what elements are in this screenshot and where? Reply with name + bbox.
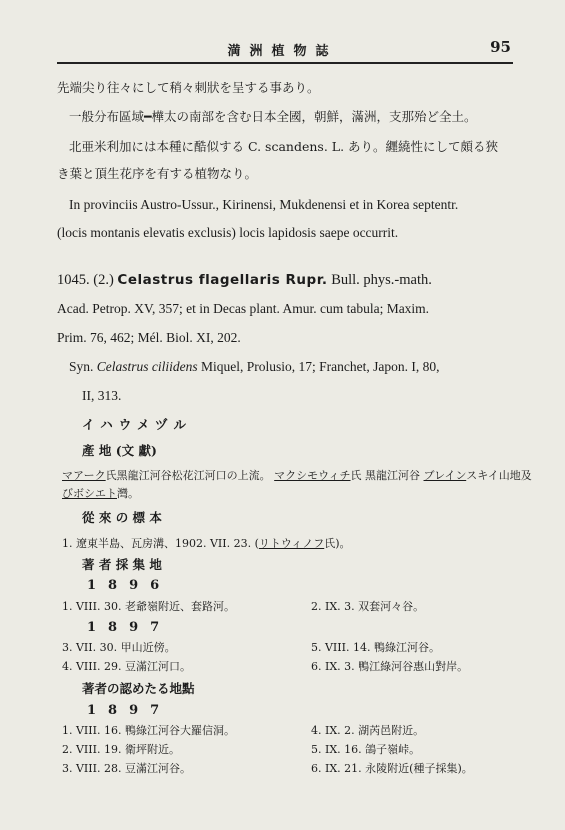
specimen-record: 1. 遼東半島、瓦房溝、1902. VII. 23. (: [62, 537, 259, 550]
latin-distribution-1: In provinciis Austro-Ussur., Kirinensi, Mukdenensi et in Korea septentr.: [69, 197, 459, 212]
species-name: Celastrus flagellaris Rupr.: [117, 272, 328, 288]
collected-heading: 著 者 採 集 地: [82, 557, 162, 572]
synonym-reference: Miquel, Prolusio, 17; Franchet, Japon. I, 80,: [201, 359, 440, 374]
confirmed-year: 1897: [87, 703, 172, 718]
synonym-prefix: Syn.: [69, 359, 94, 374]
collected-record: 5. VIII. 14. 鴨綠江河谷。: [311, 641, 440, 654]
synonym-reference-2: II, 313.: [82, 388, 122, 403]
confirmed-record: 5. IX. 16. 鴿子嶺峠。: [311, 743, 421, 756]
origin-text-1b: 氏 黑龍江河谷: [350, 469, 421, 482]
origin-text-2b: 灣。: [117, 487, 139, 500]
collected-year: 1896: [87, 578, 172, 593]
specimen-collector: リトウィノフ: [258, 537, 325, 550]
species-heading: [57, 272, 432, 288]
collected-year: 1897: [87, 620, 172, 635]
note-line-1: 北亜米利加には本種に酷似する C. scandens. L. あり。纒繞性にして頗る狹: [69, 139, 499, 154]
origin-text-1: [62, 468, 532, 484]
collected-record: 3. VII. 30. 甲山近傍。: [62, 641, 176, 654]
header-rule: [57, 62, 513, 64]
species-number: 1045. (2.): [57, 272, 114, 288]
place-name-posyet: びボシエト: [62, 487, 117, 500]
confirmed-heading: 著者の認めたる地點: [82, 681, 195, 696]
collected-record: 6. IX. 3. 鴨江綠河谷惠山對岸。: [311, 660, 469, 673]
collector-name-brain: ブレイン: [423, 469, 467, 482]
confirmed-record: 3. VIII. 28. 豆滿江河谷。: [62, 762, 191, 775]
collector-name-maximowicz: マクシモウィチ: [274, 469, 351, 482]
origin-text-1c: スキイ山地及: [466, 469, 532, 482]
distribution-line: 一般分布區域━樺太の南部を含む日本全國，朝鮮，滿洲，支那殆ど全土。: [69, 109, 477, 124]
japanese-name: イハウメヅル: [82, 417, 193, 432]
collector-name-maack: マアーク: [62, 469, 106, 482]
confirmed-record: 1. VIII. 16. 鴨綠江河谷大羅信洞。: [62, 724, 235, 737]
synonym-name: Celastrus ciliidens: [96, 359, 198, 374]
confirmed-record: 2. VIII. 19. 衛坪附近。: [62, 743, 180, 756]
confirmed-record: 4. IX. 2. 湖芮邑附近。: [311, 724, 425, 737]
running-header-title: 満洲植物誌: [227, 44, 338, 59]
latin-distribution-2: (locis montanis elevatis exclusis) locis lapidosis saepe occurrit.: [57, 225, 399, 240]
specimen-text: [62, 536, 351, 552]
specimen-record-end: 氏)。: [324, 537, 351, 550]
continuation-line: 先端尖り往々にして稍々刺狀を呈する事あり。: [57, 80, 320, 95]
origin-heading: 產 地 (文 獻): [82, 443, 157, 458]
species-reference-1: Bull. phys.-math.: [331, 272, 432, 288]
page-number: 95: [490, 38, 511, 56]
species-reference-3: Prim. 76, 462; Mél. Biol. XI, 202.: [57, 330, 241, 345]
synonym-line: [69, 359, 440, 375]
collected-record: 1. VIII. 30. 老爺嶺附近、套路河。: [62, 600, 235, 613]
specimen-heading: 從 來 の 標 本: [82, 510, 162, 525]
origin-text-2: [62, 486, 139, 502]
note-line-2: き葉と頂生花序を有する植物なり。: [57, 166, 258, 181]
species-reference-2: Acad. Petrop. XV, 357; et in Decas plant. Amur. cum tabula; Maxim.: [57, 301, 430, 316]
origin-text-1a: 氏黑龍江河谷松花江河口の上流。: [105, 469, 271, 482]
collected-record: 4. VIII. 29. 豆滿江河口。: [62, 660, 191, 673]
collected-record: 2. IX. 3. 双套河々谷。: [311, 600, 425, 613]
confirmed-record: 6. IX. 21. 永陵附近(種子採集)。: [311, 762, 473, 775]
